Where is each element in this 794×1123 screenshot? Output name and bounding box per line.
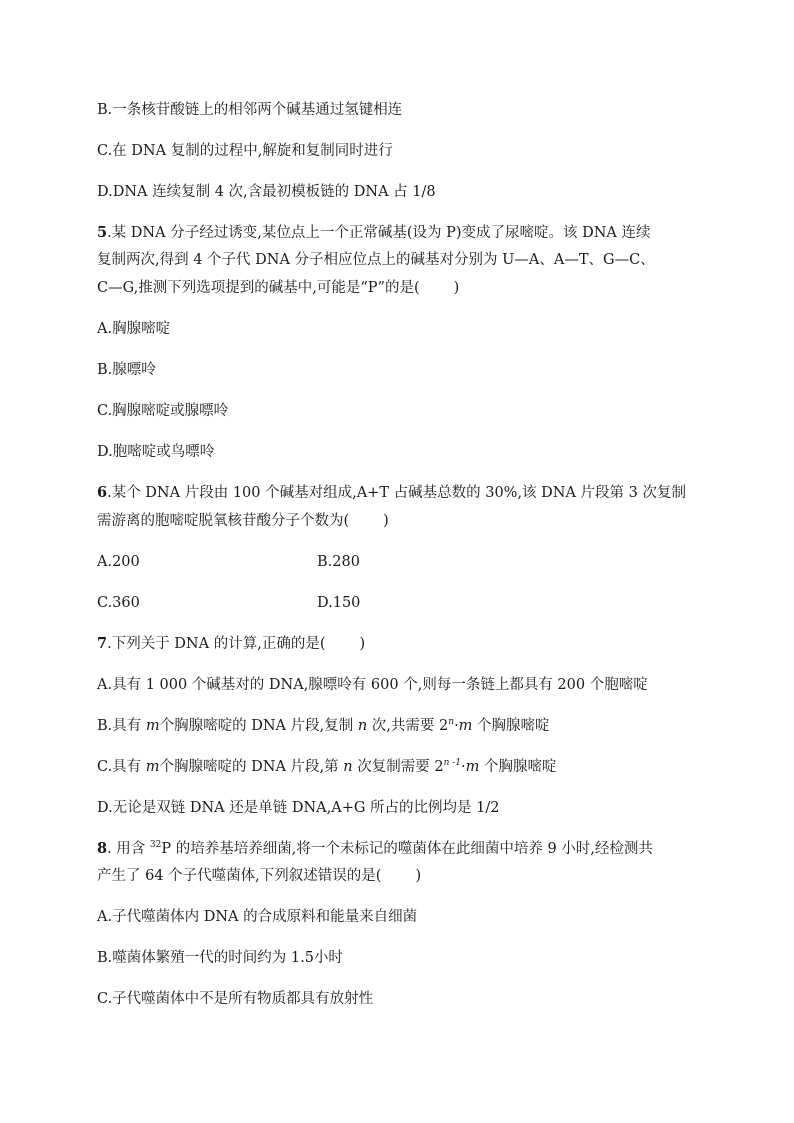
q6-stem-text-1: .某个 DNA 片段由 100 个碱基对组成,A+T 占碱基总数的 30%,该 DNA 片段第 3 次复制 [107,485,687,501]
q7-b-exponent: n [448,717,455,727]
q6-option-d: D.150 [317,595,361,611]
q6-number: 6 [97,484,108,501]
q6-stem-line-1 [97,483,686,503]
q7-b-var-n: n [357,718,368,734]
q7-c-var-m: m [145,759,160,775]
q5-stem-line-3 [97,278,459,298]
q7-c-text-2: 个胸腺嘧啶的 DNA 片段,第 [159,759,344,775]
q8-stem-line-2 [97,866,421,886]
q5-stem-line-1 [97,223,651,243]
q8-number: 8 [97,840,108,857]
q7-c-dot: · [461,759,466,775]
q5-close-paren: ) [453,280,460,296]
q7-stem-text: .下列关于 DNA 的计算,正确的是( [107,636,326,652]
q5-option-a: A.胸腺嘧啶 [97,321,171,337]
q7-c-text-1: C.具有 [97,759,146,775]
q5-stem-line-2: 复制两次,得到 4 个子代 DNA 分子相应位点上的碱基对分别为 U—A、A—T、G—C、 [97,252,655,268]
q7-c-var-m2: m [465,759,480,775]
q5-stem-text-3: C—G,推测下列选项提到的碱基中,可能是“P”的是( [97,280,420,296]
q6-close-paren: ) [383,513,389,529]
q5-stem-text-1: .某 DNA 分子经过诱变,某位点上一个正常碱基(设为 P)变成了尿嘧啶。该 DNA 连续 [107,225,651,241]
q8-stem-text-1b: P 的培养基培养细菌,将一个未标记的噬菌体在此细菌中培养 9 小时,经检测共 [161,841,653,857]
q6-option-c: C.360 [97,595,140,611]
q7-c-text-4: 个胸腺嘧啶 [479,759,557,775]
q8-option-c: C.子代噬菌体中不是所有物质都具有放射性 [97,991,374,1007]
q4-option-d: D.DNA 连续复制 4 次,含最初模板链的 DNA 占 1/8 [97,184,436,200]
q4-option-b: B.一条核苷酸链上的相邻两个碱基通过氢键相连 [97,102,403,118]
q7-number: 7 [97,635,108,652]
q8-isotope-superscript: 32 [149,840,162,850]
q7-option-a: A.具有 1 000 个碱基对的 DNA,腺嘌呤有 600 个,则每一条链上都具有 200 个胞嘧啶 [97,677,648,693]
q6-option-a: A.200 [97,554,140,570]
q6-stem-text-2: 需游离的胞嘧啶脱氧核苷酸分子个数为( [97,513,350,529]
q7-option-d: D.无论是双链 DNA 还是单链 DNA,A+G 所占的比例均是 1/2 [97,800,500,816]
q7-c-var-n: n [343,759,353,775]
q7-c-exponent: n -1 [443,758,462,768]
q7-b-text-4: 个胸腺嘧啶 [472,718,550,734]
q7-close-paren: ) [359,636,366,652]
q8-close-paren: ) [415,868,422,884]
q8-stem-text-2: 产生了 64 个子代噬菌体,下列叙述错误的是( [97,868,382,884]
q7-stem [97,634,365,654]
q7-b-text-2: 个胸腺嘧啶的 DNA 片段,复制 [159,718,358,734]
q4-option-c: C.在 DNA 复制的过程中,解旋和复制同时进行 [97,143,393,159]
q7-b-var-m: m [145,718,160,734]
q6-stem-line-2 [97,511,389,531]
q8-option-b: B.噬菌体繁殖一代的时间约为 1.5小时 [97,950,343,966]
q5-option-d: D.胞嘧啶或鸟嘌呤 [97,444,215,460]
q5-option-c: C.胸腺嘧啶或腺嘌呤 [97,403,229,419]
q7-option-c [97,757,556,777]
q7-b-dot: · [454,718,459,734]
q5-option-b: B.腺嘌呤 [97,362,156,378]
q8-stem-text-1a: . 用含 [107,841,150,857]
q5-number: 5 [97,224,108,241]
q7-b-text-3: 次,共需要 2 [367,718,449,734]
q7-b-text-1: B.具有 [97,718,146,734]
q8-option-a: A.子代噬菌体内 DNA 的合成原料和能量来自细菌 [97,909,418,925]
q7-b-var-m2: m [458,718,473,734]
q7-option-b [97,716,550,736]
q6-options-row-1 [97,552,360,572]
q6-options-row-2 [97,593,361,613]
q7-c-text-3: 次复制需要 2 [352,759,444,775]
q8-stem-line-1 [97,839,653,859]
q6-option-b: B.280 [317,554,360,570]
